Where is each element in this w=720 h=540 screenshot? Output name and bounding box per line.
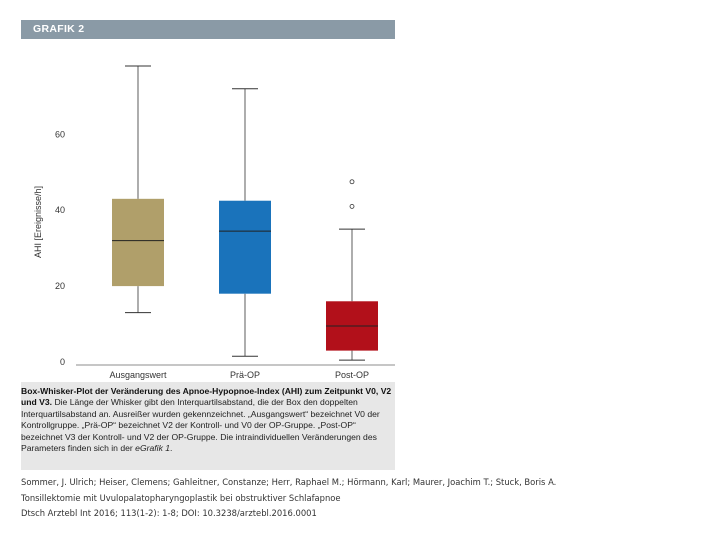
citation-journal: Dtsch Arztebl Int 2016; 113(1-2): 1-8; DOI: 10.3238/arztebl.2016.0001 [21, 508, 317, 518]
caption-body: Die Länge der Whisker gibt den Interquartilsabstand, die der Box den doppelten Interquartilsabstand an. Ausreißer wurden gekennzeichnet. „Ausgangswert“ bezeichnet V0 der Kontrollgruppe. „Prä-OP“ bezeichnet V2 der Kontroll- und V0 der OP-Gruppe. „Post-OP“ bezeichnet V3 der Kontroll- und V2 der OP-Gruppe. Die intraindividuellen Veränderungen des Parameters finden sich in der [21, 397, 380, 454]
figure [21, 20, 395, 470]
caption-reference: eGrafik 1 [135, 443, 171, 454]
outlier-point [350, 180, 354, 184]
box-post-op [326, 180, 378, 360]
y-tick-label: 20 [54, 281, 65, 292]
x-axis [109, 370, 369, 380]
y-tick-label: 0 [59, 357, 65, 367]
box-pr-op [219, 89, 271, 357]
boxes [112, 66, 378, 360]
box-iqr [219, 201, 271, 294]
figure-header [21, 20, 395, 39]
y-axis-label: AHI [Ereignisse/h] [33, 185, 43, 259]
box-ausgangswert [112, 66, 164, 313]
outlier-point [350, 204, 354, 208]
x-tick-label: Post-OP [334, 370, 370, 380]
figure-label: GRAFIK 2 [33, 23, 85, 35]
caption-end: . [170, 443, 173, 454]
citation-authors: Sommer, J. Ulrich; Heiser, Clemens; Gahleitner, Constanze; Herr, Raphael M.; Hörmann, Karl; Maurer, Joachim T.; Stuck, Boris A. [21, 477, 557, 487]
figure-caption [21, 386, 393, 454]
x-tick-label: Prä-OP [229, 370, 261, 380]
x-tick-label: Ausgangswert [109, 370, 167, 380]
box-plot [21, 39, 395, 382]
citation-title: Tonsillektomie mit Uvulopalatopharyngoplastik bei obstruktiver Schlafapnoe [21, 493, 341, 503]
y-tick-label: 40 [54, 205, 65, 216]
box-iqr [112, 199, 164, 286]
caption-heading: Box-Whisker-Plot der Veränderung des Apnoe-Hypopnoe-Index (AHI) zum Zeitpunkt V0, V2 und V3. [21, 386, 392, 408]
y-tick-label: 60 [54, 129, 65, 140]
